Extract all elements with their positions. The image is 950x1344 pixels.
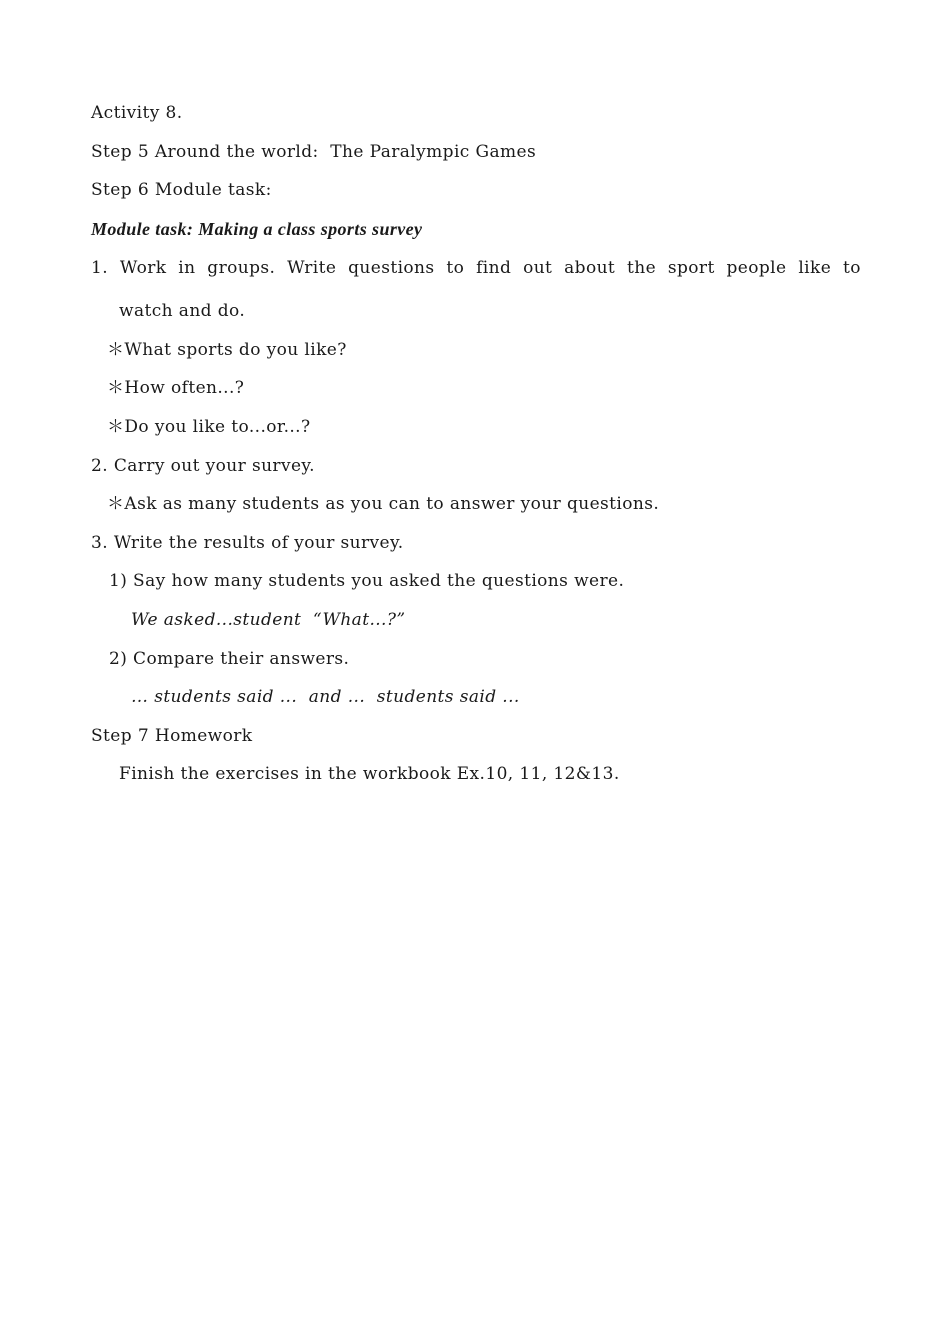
item1-word: out: [523, 258, 553, 278]
homework-line: Finish the exercises in the workbook Ex.10, 11, 12&13.: [119, 764, 620, 784]
item1-word: Work: [119, 258, 167, 278]
bullet-do-you-like: ＊Do you like to...or...?: [107, 417, 311, 437]
module-task-title: Module task: Making a class sports survey: [91, 219, 423, 239]
item3-sub2-example: … students said ... and ... students said ...: [131, 687, 520, 707]
item2-bullet: ＊Ask as many students as you can to answer your questions.: [107, 494, 660, 514]
item1-word: questions: [348, 258, 435, 278]
item1-word: 1.: [91, 258, 109, 278]
item1-word: the: [627, 258, 657, 278]
item3-sub1: 1) Say how many students you asked the questions were.: [109, 571, 625, 591]
item1-word: sport: [667, 258, 715, 278]
step6-line: Step 6 Module task:: [91, 180, 272, 200]
item1-word: to: [842, 258, 861, 278]
item3-sub2: 2) Compare their answers.: [109, 649, 350, 669]
step7-line: Step 7 Homework: [91, 726, 253, 746]
step5-line: Step 5 Around the world: The Paralympic Games: [91, 142, 537, 162]
item2-line: 2. Carry out your survey.: [91, 456, 315, 476]
bullet-how-often: ＊How often...?: [107, 378, 245, 398]
item1-word: find: [476, 258, 512, 278]
item1-word: like: [798, 258, 832, 278]
item1-word: about: [564, 258, 616, 278]
item1-word: to: [446, 258, 465, 278]
item1-line2: watch and do.: [119, 301, 246, 321]
item1-word: groups.: [207, 258, 276, 278]
item1-word: Write: [287, 258, 337, 278]
activity-line: Activity 8.: [91, 103, 183, 123]
item1-word: in: [178, 258, 196, 278]
item1-word: people: [726, 258, 787, 278]
item3-line: 3. Write the results of your survey.: [91, 533, 404, 553]
item3-sub1-example: We asked...student “What...?”: [131, 610, 406, 630]
bullet-what-sports: ＊What sports do you like?: [107, 340, 347, 360]
item1-line1: [91, 256, 861, 280]
